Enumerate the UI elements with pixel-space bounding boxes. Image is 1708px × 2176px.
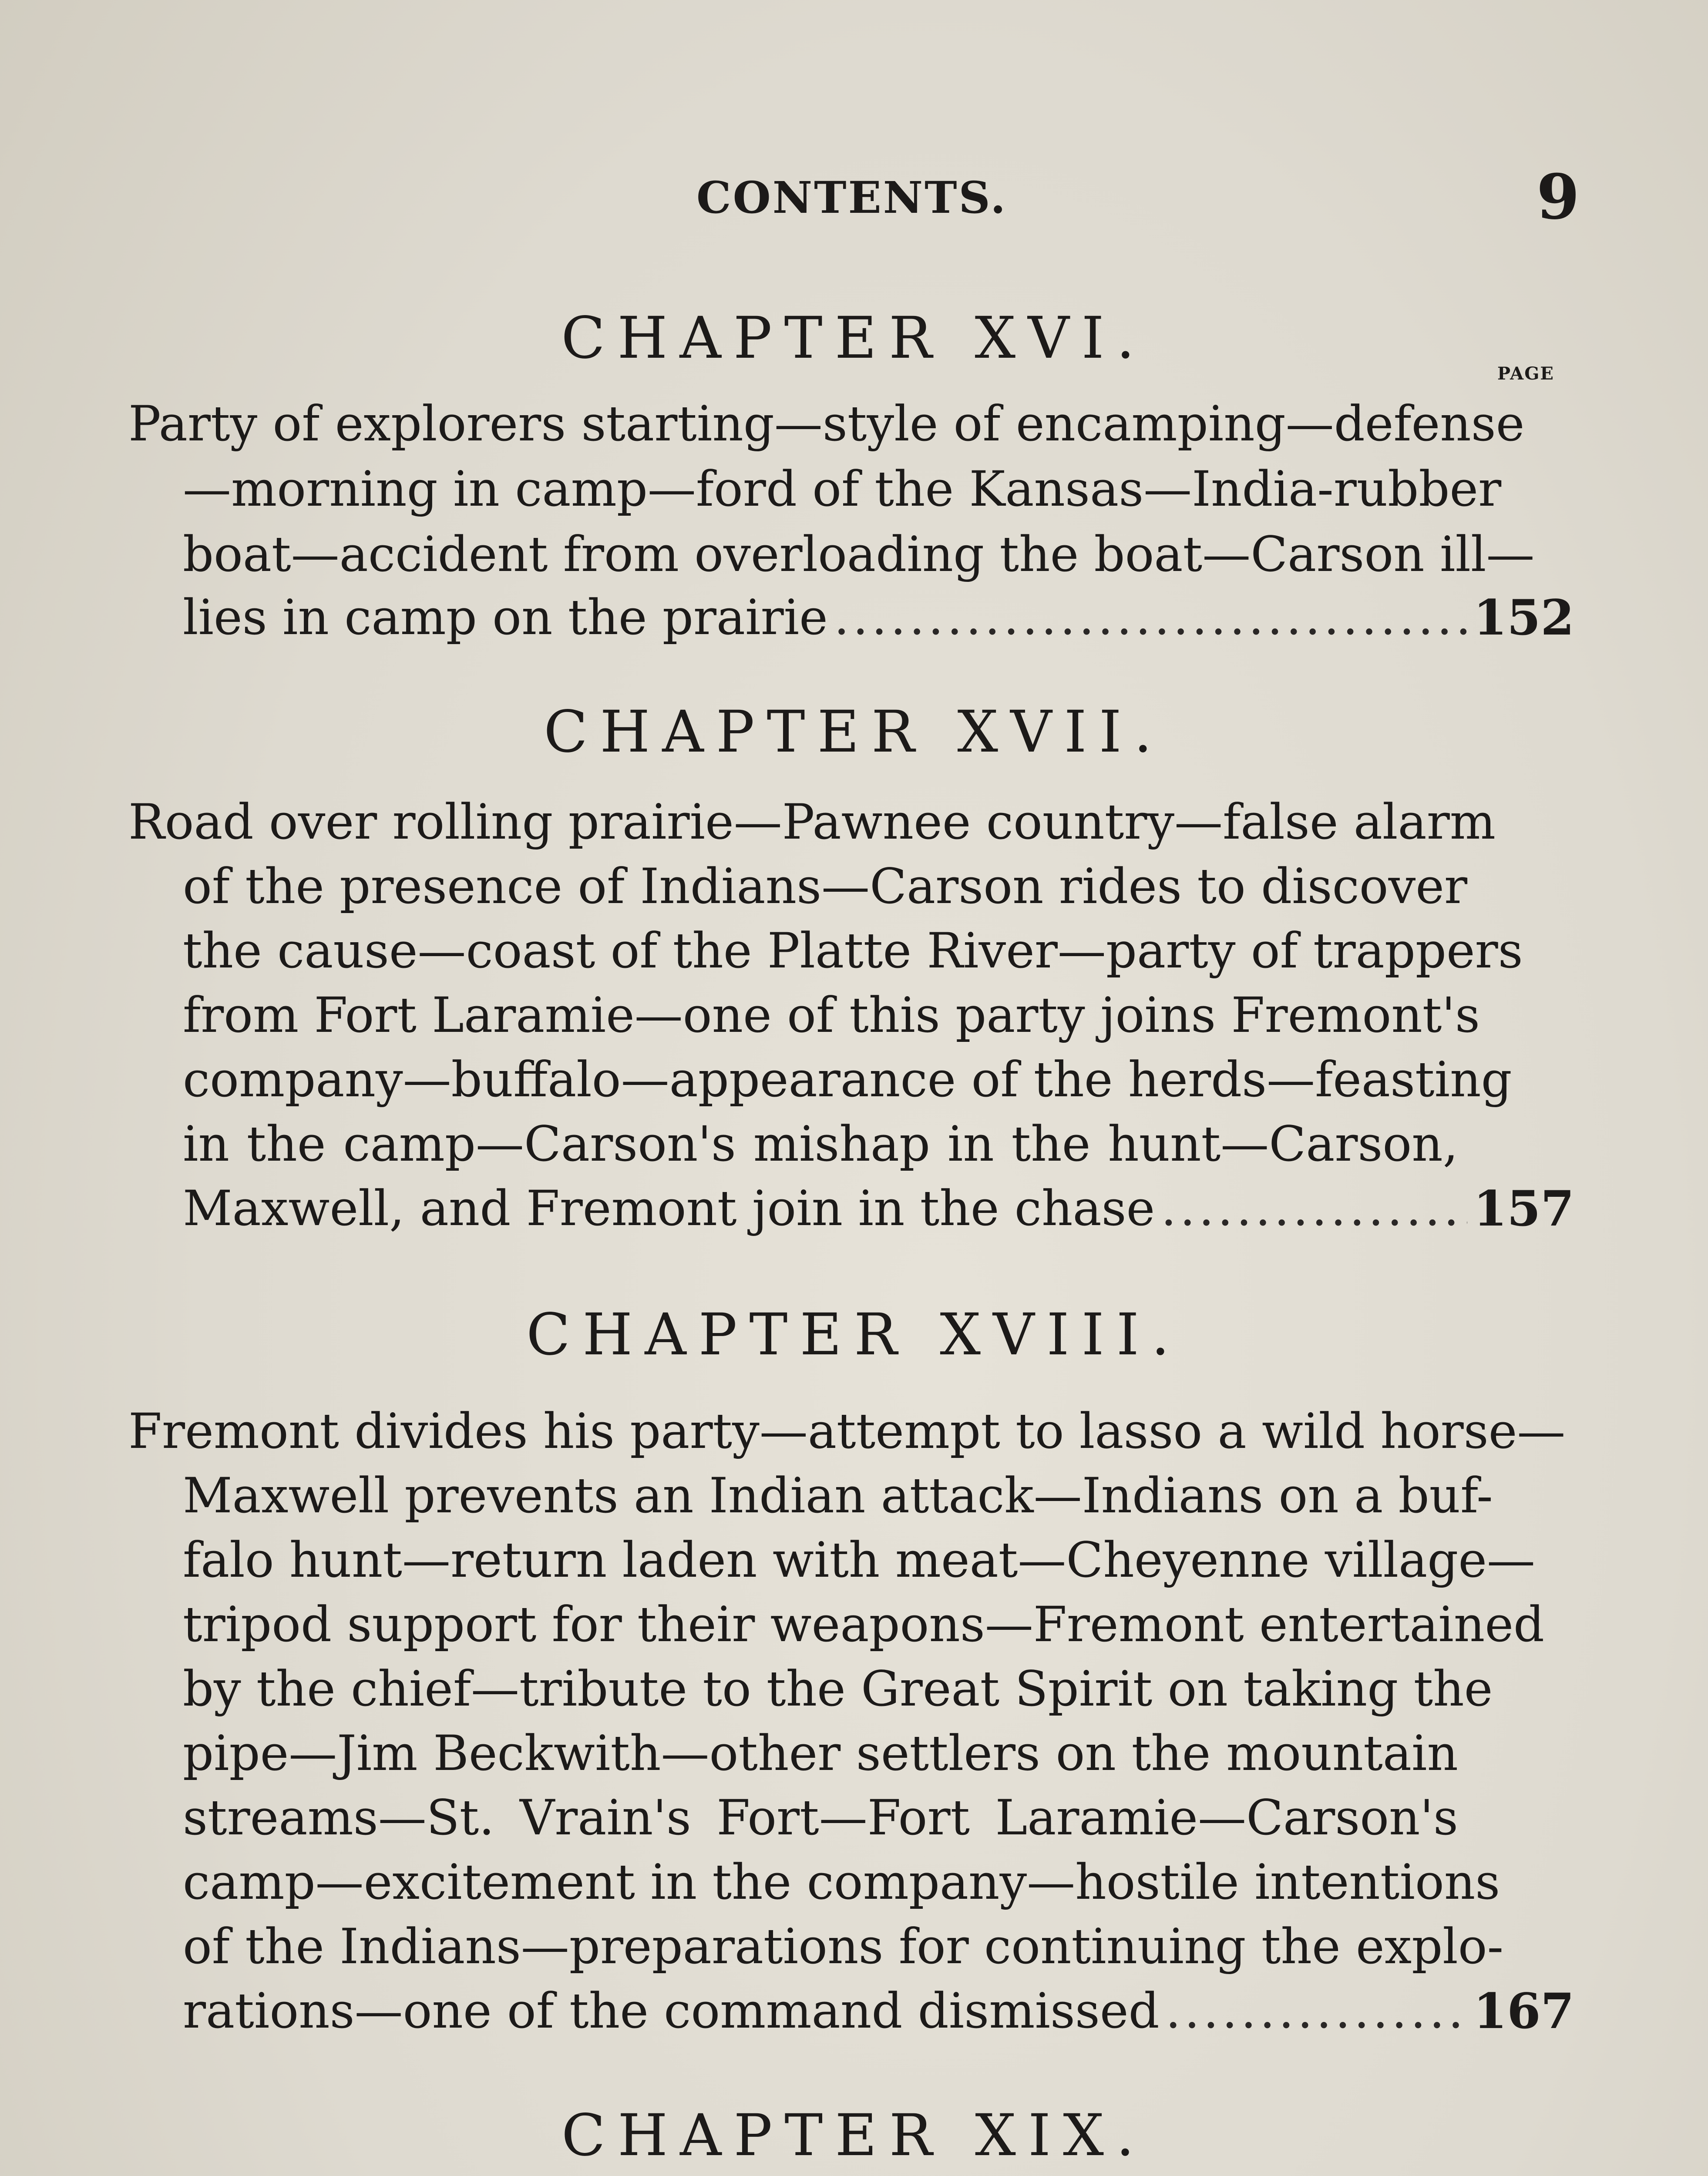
toc-line: falo hunt—return laden with meat—Cheyenne village— [183, 1532, 1536, 1588]
chapter-heading: CHAPTER XIX. [561, 2102, 1147, 2169]
dot-leader [834, 585, 1467, 651]
toc-line: rations—one of the command dismissed [183, 1983, 1160, 2039]
toc-line: Fremont divides his party—attempt to lasso a wild horse— [128, 1404, 1566, 1460]
toc-line: pipe—Jim Beckwith—other settlers on the mountain [183, 1726, 1458, 1782]
toc-line: Maxwell prevents an Indian attack—Indians on a buf- [183, 1468, 1493, 1524]
chapter-heading: CHAPTER XVI. [561, 305, 1147, 372]
toc-line: of the Indians—preparations for continuing the explo- [183, 1919, 1504, 1975]
toc-line: —morning in camp—ford of the Kansas—India-rubber [183, 461, 1502, 517]
toc-line: from Fort Laramie—one of this party joins Fremont's [183, 987, 1480, 1044]
running-title: CONTENTS. [696, 172, 1008, 223]
chapter-heading: CHAPTER XVIII. [526, 1301, 1182, 1368]
toc-page-number: 167 [1473, 1983, 1574, 2040]
toc-line: in the camp—Carson's mishap in the hunt—Carson, [183, 1116, 1458, 1172]
page-number: 9 [1537, 161, 1580, 233]
toc-line: Road over rolling prairie—Pawnee country—false alarm [128, 794, 1496, 850]
toc-line: streams—St. Vrain's Fort—Fort Laramie—Carson's [183, 1790, 1458, 1846]
toc-line: camp—excitement in the company—hostile intentions [183, 1854, 1500, 1911]
dot-leader [1161, 1176, 1467, 1242]
toc-line: the cause—coast of the Platte River—party of trappers [183, 923, 1523, 979]
toc-page-number: 152 [1473, 590, 1574, 646]
toc-entry-last-line [183, 585, 1574, 651]
toc-line: boat—accident from overloading the boat—Carson ill— [183, 527, 1535, 583]
toc-line: company—buffalo—appearance of the herds—feasting [183, 1052, 1512, 1108]
toc-page-number: 157 [1473, 1181, 1574, 1237]
chapter-heading: CHAPTER XVII. [544, 698, 1164, 766]
toc-line: tripod support for their weapons—Fremont entertained [183, 1597, 1545, 1653]
toc-line: Party of explorers starting—style of encamping—defense [128, 396, 1525, 452]
toc-line: of the presence of Indians—Carson rides to discover [183, 859, 1468, 915]
toc-entry-last-line [183, 1979, 1574, 2044]
toc-entry-last-line [183, 1176, 1574, 1242]
toc-line: lies in camp on the prairie [183, 590, 828, 646]
dot-leader [1166, 1979, 1467, 2044]
page-column-label: PAGE [1497, 363, 1554, 384]
toc-line: by the chief—tribute to the Great Spirit on taking the [183, 1661, 1493, 1717]
toc-line: Maxwell, and Fremont join in the chase [183, 1181, 1155, 1237]
